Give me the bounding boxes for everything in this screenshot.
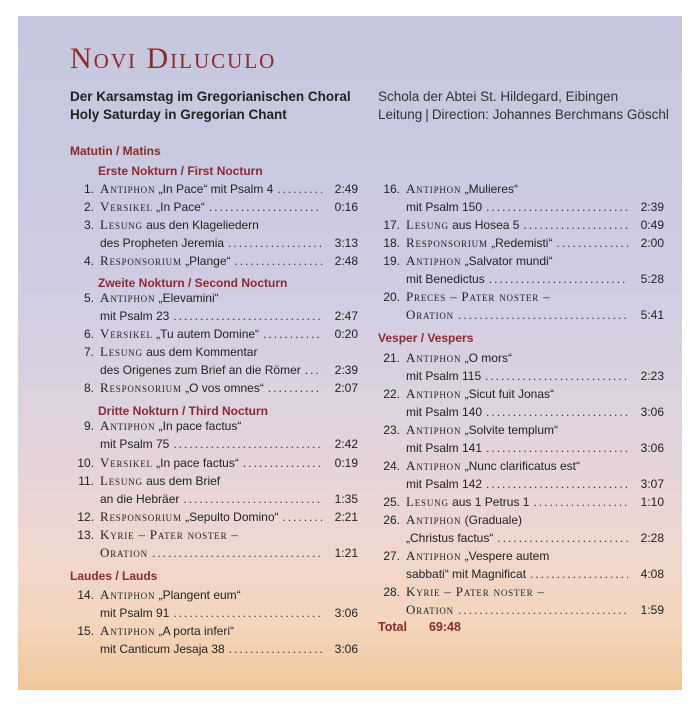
section-matutin: Matutin / Matins xyxy=(70,144,161,158)
track-subtitle: des Propheten Jeremia xyxy=(100,236,225,250)
section-laudes: Laudes / Lauds xyxy=(70,569,158,583)
leader-dots xyxy=(268,379,322,397)
track-subtitle: des Origenes zum Brief an die Römer xyxy=(100,363,301,377)
track-type: Antiphon xyxy=(100,623,156,638)
track-title: „O mors“ xyxy=(461,351,512,365)
track-type: Antiphon xyxy=(406,548,462,563)
album-title: Novi Diluculo xyxy=(70,42,277,75)
leader-dots xyxy=(486,439,628,457)
track-type: Antiphon xyxy=(100,181,156,196)
nocturn-third: Dritte Nokturn / Third Nocturn xyxy=(98,404,268,418)
track-title: „Nunc clarificatus est“ xyxy=(461,459,580,473)
leader-dots xyxy=(235,252,323,270)
leader-dots xyxy=(486,198,628,216)
track-subtitle: mit Psalm 115 xyxy=(406,369,482,383)
leader-dots xyxy=(458,306,628,324)
track-duration: 3:06 xyxy=(640,405,664,419)
track-type: Preces – Pater noster – xyxy=(406,289,551,304)
track-title: aus dem Kommentar xyxy=(142,345,258,359)
track-subtitle: mit Canticum Jesaja 38 xyxy=(100,642,225,656)
track-title: aus Hosea 5 xyxy=(448,218,520,232)
track-subtitle: an die Hebräer xyxy=(100,492,180,506)
track-number: 8. xyxy=(83,381,94,395)
booklet-panel xyxy=(18,16,682,690)
track-type: Antiphon xyxy=(406,386,462,401)
track-duration: 0:49 xyxy=(640,218,664,232)
track-type: Antiphon xyxy=(100,587,156,602)
track-number: 12. xyxy=(77,510,94,524)
track-subtitle: mit Benedictus xyxy=(406,272,485,286)
leader-dots xyxy=(183,490,322,508)
track-duration: 2:23 xyxy=(640,369,664,383)
leader-dots xyxy=(228,234,322,252)
track-duration: 2:39 xyxy=(640,200,664,214)
track-type: Kyrie – Pater noster – xyxy=(100,527,239,542)
track-title: „Sicut fuit Jonas“ xyxy=(461,387,554,401)
track-duration: 0:19 xyxy=(334,456,358,470)
track-type: Lesung xyxy=(406,494,449,509)
track-duration: 2:48 xyxy=(334,254,358,268)
track-subtitle: mit Psalm 75 xyxy=(100,437,170,451)
leader-dots xyxy=(152,544,322,562)
leader-dots xyxy=(263,325,322,343)
album-subtitle xyxy=(70,88,351,124)
leader-dots xyxy=(173,604,322,622)
track-subtitle: mit Psalm 140 xyxy=(406,405,483,419)
track-number: 2. xyxy=(83,200,94,214)
track-title: „Elevamini“ xyxy=(155,291,219,305)
track-subtitle: „Christus factus“ xyxy=(406,531,494,545)
track-title: „In pace factus“ xyxy=(152,456,239,470)
track-number: 22. xyxy=(383,387,400,401)
track-number: 19. xyxy=(383,254,400,268)
track-duration: 1:59 xyxy=(640,603,664,617)
leader-dots xyxy=(497,529,628,547)
track-subtitle: mit Psalm 141 xyxy=(406,441,483,455)
track-title: „Solvite templum“ xyxy=(461,423,558,437)
leader-dots xyxy=(173,307,322,325)
track-type: Kyrie – Pater noster – xyxy=(406,584,545,599)
track-duration: 0:16 xyxy=(334,200,358,214)
track-title: „Mulieres“ xyxy=(461,182,518,196)
track-title: aus 1 Petrus 1 xyxy=(448,495,530,509)
direction-separator: | xyxy=(425,107,429,122)
leader-dots xyxy=(486,403,628,421)
total-label: Total xyxy=(378,620,407,634)
track-type: Responsorium xyxy=(406,235,488,250)
track-number: 7. xyxy=(83,345,94,359)
track-duration: 5:28 xyxy=(640,272,664,286)
track-number: 26. xyxy=(383,513,400,527)
track-subtitle: mit Psalm 91 xyxy=(100,606,170,620)
leader-dots xyxy=(533,493,628,511)
track-type: Antiphon xyxy=(406,458,462,473)
total-line xyxy=(378,620,461,634)
track-duration: 3:06 xyxy=(334,642,358,656)
track-type: Versikel xyxy=(100,455,153,470)
track-number: 27. xyxy=(383,549,400,563)
track-type: Lesung xyxy=(100,344,143,359)
leader-dots xyxy=(530,565,628,583)
track-title: „Tu autem Domine“ xyxy=(152,327,260,341)
track-title: „O vos omnes“ xyxy=(181,381,264,395)
track-type: Versikel xyxy=(100,326,153,341)
track-duration: 3:06 xyxy=(334,606,358,620)
leader-dots xyxy=(523,216,628,234)
track-title: (Graduale) xyxy=(461,513,522,527)
track-number: 20. xyxy=(383,290,400,304)
nocturn-first: Erste Nokturn / First Nocturn xyxy=(98,164,263,178)
track-type: Antiphon xyxy=(406,350,462,365)
track-title: „Vespere autem xyxy=(461,549,550,563)
track-type: Lesung xyxy=(100,473,143,488)
total-time: 69:48 xyxy=(428,620,461,634)
track-duration: 2:42 xyxy=(334,437,358,451)
track-number: 16. xyxy=(383,182,400,196)
track-type: Responsorium xyxy=(100,380,182,395)
leader-dots xyxy=(229,640,322,658)
direction-label: Leitung xyxy=(378,107,423,122)
leader-dots xyxy=(489,270,628,288)
track-title: „Sepulto Domino“ xyxy=(181,510,279,524)
track-number: 25. xyxy=(383,495,400,509)
track-number: 18. xyxy=(383,236,400,250)
track-duration: 2:00 xyxy=(640,236,664,250)
track-duration: 2:49 xyxy=(334,182,358,196)
track-number: 17. xyxy=(383,218,400,232)
track-type: Antiphon xyxy=(100,418,156,433)
leader-dots xyxy=(173,435,322,453)
track-duration: 2:39 xyxy=(334,363,358,377)
track-number: 9. xyxy=(83,419,94,433)
track-type-cont: Oration xyxy=(406,602,454,617)
leader-dots xyxy=(305,361,322,379)
track-title: „Salvator mundi“ xyxy=(461,254,553,268)
subtitle-english: Holy Saturday in Gregorian Chant xyxy=(70,107,287,122)
track-duration: 2:21 xyxy=(334,510,358,524)
track-number: 24. xyxy=(383,459,400,473)
track-subtitle: mit Psalm 142 xyxy=(406,477,483,491)
track-number: 4. xyxy=(83,254,94,268)
leader-dots xyxy=(556,234,628,252)
track-number: 5. xyxy=(83,291,94,305)
track-subtitle: mit Psalm 150 xyxy=(406,200,483,214)
leader-dots xyxy=(458,601,628,619)
track-type: Antiphon xyxy=(100,290,156,305)
track-title: „Plange“ xyxy=(181,254,231,268)
leader-dots xyxy=(243,454,322,472)
track-title: aus den Klageliedern xyxy=(142,218,259,232)
track-title: „Plangent eum“ xyxy=(155,588,241,602)
track-duration: 1:35 xyxy=(334,492,358,506)
section-vesper: Vesper / Vespers xyxy=(378,331,474,345)
track-type: Antiphon xyxy=(406,422,462,437)
direction-line xyxy=(378,106,669,124)
leader-dots xyxy=(486,475,628,493)
track-duration: 5:41 xyxy=(640,308,664,322)
track-type: Responsorium xyxy=(100,253,182,268)
track-type: Lesung xyxy=(100,217,143,232)
track-type-cont: Oration xyxy=(100,545,148,560)
leader-dots xyxy=(283,508,322,526)
director-name: Direction: Johannes Berchmans Göschl xyxy=(431,107,669,122)
track-title: „Redemisti“ xyxy=(487,236,553,250)
nocturn-second: Zweite Nokturn / Second Nocturn xyxy=(98,276,288,290)
track-title: „In Pace“ xyxy=(152,200,205,214)
leader-dots xyxy=(485,367,628,385)
track-duration: 3:07 xyxy=(640,477,664,491)
track-number: 15. xyxy=(77,624,94,638)
track-number: 13. xyxy=(77,528,94,542)
track-duration: 1:21 xyxy=(334,546,358,560)
track-subtitle: sabbati“ mit Magnificat xyxy=(406,567,527,581)
track-number: 3. xyxy=(83,218,94,232)
track-number: 28. xyxy=(383,585,400,599)
track-duration: 3:13 xyxy=(334,236,358,250)
track-type: Antiphon xyxy=(406,253,462,268)
track-duration: 0:20 xyxy=(334,327,358,341)
track-number: 11. xyxy=(78,474,94,488)
track-duration: 4:08 xyxy=(640,567,664,581)
track-number: 23. xyxy=(383,423,400,437)
track-number: 14. xyxy=(77,588,94,602)
track-duration: 2:07 xyxy=(334,381,358,395)
track-type: Lesung xyxy=(406,217,449,232)
track-number: 1. xyxy=(83,182,94,196)
track-title: aus dem Brief xyxy=(142,474,221,488)
track-title: „In pace factus“ xyxy=(155,419,242,433)
track-type: Versikel xyxy=(100,199,153,214)
leader-dots xyxy=(209,198,322,216)
track-title: „A porta inferi“ xyxy=(155,624,234,638)
track-number: 10. xyxy=(77,456,94,470)
credits xyxy=(378,88,669,124)
track-type: Responsorium xyxy=(100,509,182,524)
track-duration: 3:06 xyxy=(640,441,664,455)
track-type-cont: Oration xyxy=(406,307,454,322)
track-duration: 2:28 xyxy=(640,531,664,545)
track-type: Antiphon xyxy=(406,512,462,527)
track-title: „In Pace“ mit Psalm 4 xyxy=(155,182,274,196)
track-subtitle: mit Psalm 23 xyxy=(100,309,170,323)
track-number: 6. xyxy=(83,327,94,341)
ensemble-name: Schola der Abtei St. Hildegard, Eibingen xyxy=(378,89,619,104)
track-type: Antiphon xyxy=(406,181,462,196)
track-number: 21. xyxy=(383,351,400,365)
leader-dots xyxy=(277,180,322,198)
track-duration: 2:47 xyxy=(334,309,358,323)
track-duration: 1:10 xyxy=(640,495,664,509)
subtitle-german: Der Karsamstag im Gregorianischen Choral xyxy=(70,89,351,104)
